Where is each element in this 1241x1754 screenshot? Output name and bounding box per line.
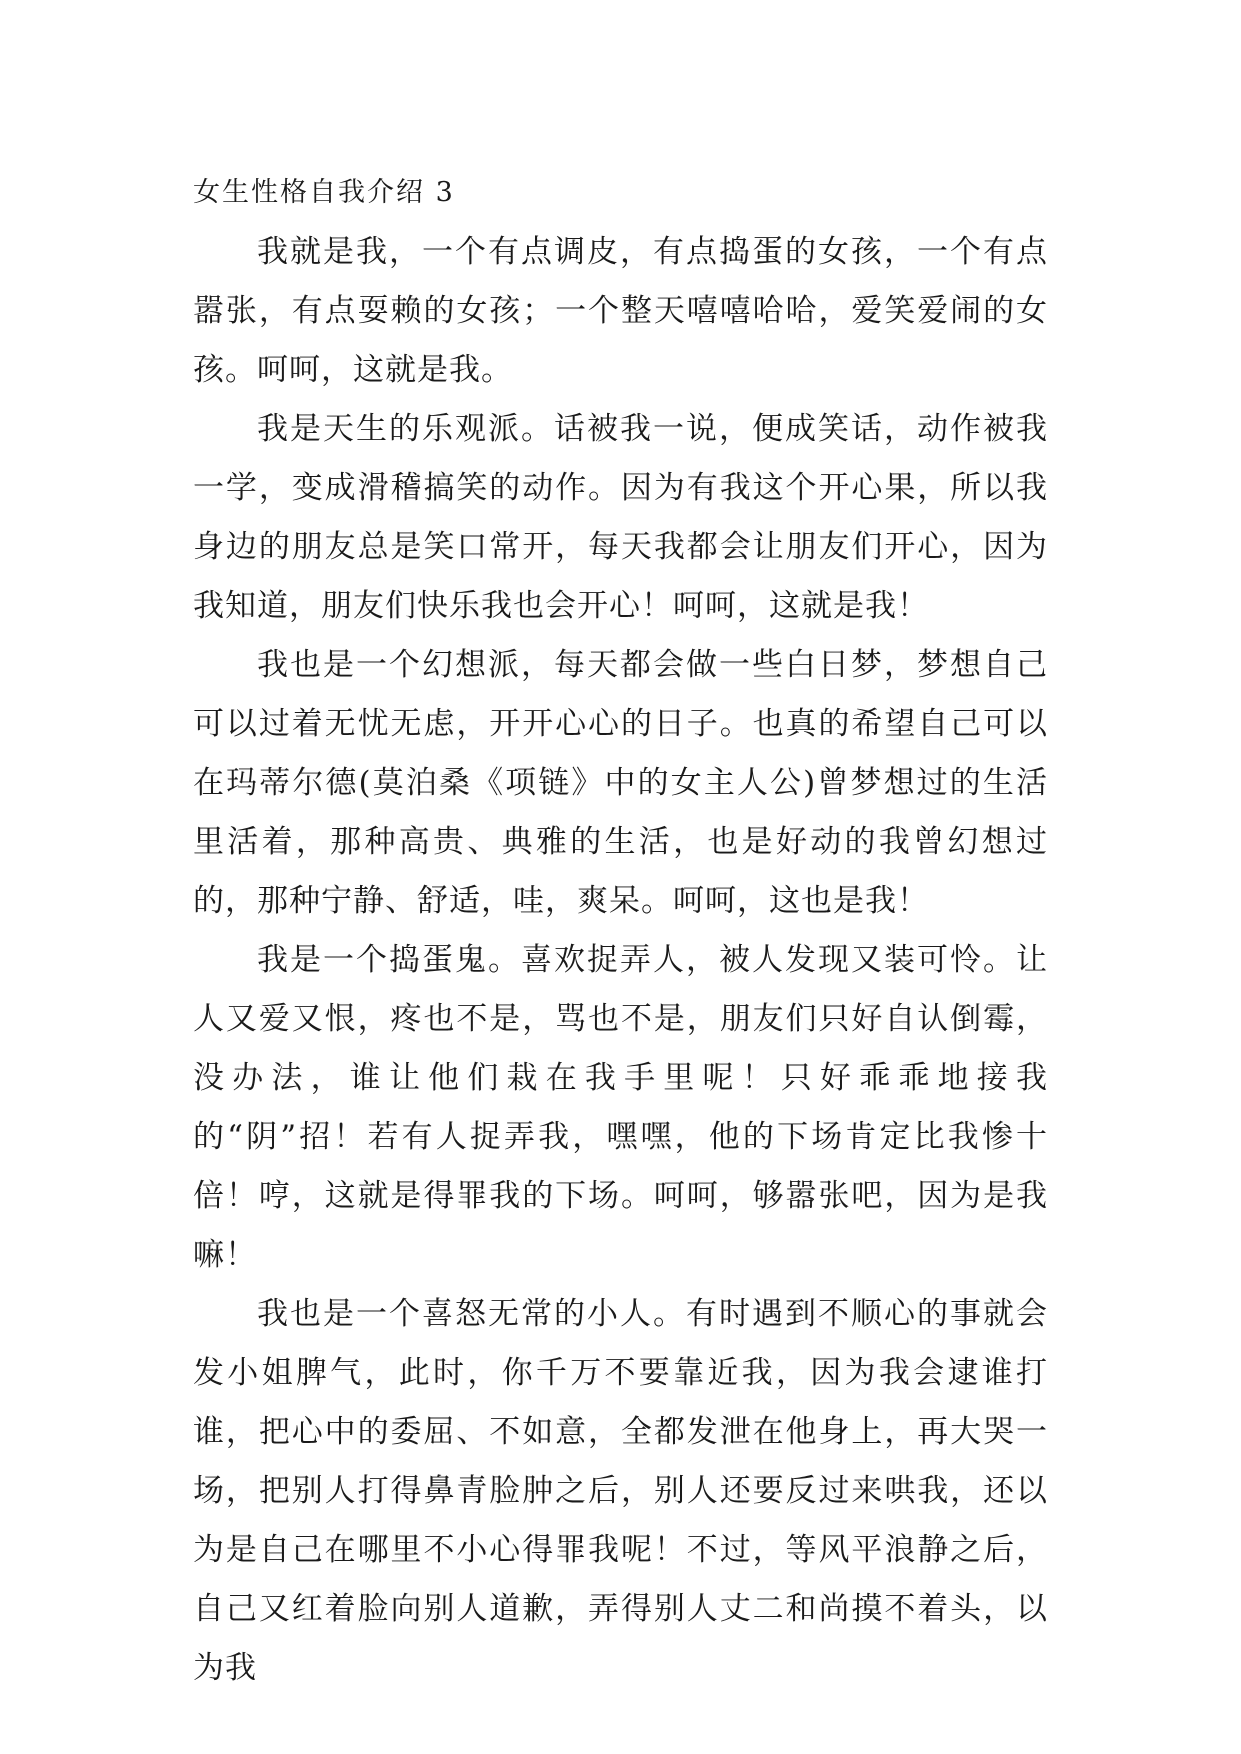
paragraph-1: 我就是我，一个有点调皮，有点捣蛋的女孩，一个有点嚣张，有点耍赖的女孩；一个整天嘻嘻哈哈，爱笑爱闹的女孩。呵呵，这就是我。 (193, 234, 1048, 388)
paragraph-3: 我也是一个幻想派，每天都会做一些白日梦，梦想自己可以过着无忧无虑，开开心心的日子。也真的希望自己可以在玛蒂尔德(莫泊桑《项链》中的女主人公)曾梦想过的生活里活着，那种高贵、典雅的生活，也是好动的我曾幻想过的，那种宁静、舒适，哇，爽呆。呵呵，这也是我！ (193, 647, 1048, 919)
paragraph-5: 我也是一个喜怒无常的小人。有时遇到不顺心的事就会发小姐脾气，此时，你千万不要靠近我，因为我会逮谁打谁，把心中的委屈、不如意，全都发泄在他身上，再大哭一场，把别人打得鼻青脸肿之后，别人还要反过来哄我，还以为是自己在哪里不小心得罪我呢！不过，等风平浪静之后，自己又红着脸向别人道歉，弄得别人丈二和尚摸不着头，以为我 (193, 1296, 1048, 1686)
document-body (193, 163, 1048, 1698)
document-title: 女生性格自我介绍 3 (193, 177, 455, 208)
paragraph-2: 我是天生的乐观派。话被我一说，便成笑话，动作被我一学，变成滑稽搞笑的动作。因为有我这个开心果，所以我身边的朋友总是笑口常开，每天我都会让朋友们开心，因为我知道，朋友们快乐我也会开心！呵呵，这就是我！ (193, 411, 1048, 624)
paragraph-4: 我是一个捣蛋鬼。喜欢捉弄人，被人发现又装可怜。让人又爱又恨，疼也不是，骂也不是，朋友们只好自认倒霉，没办法，谁让他们栽在我手里呢！只好乖乖地接我的“阴”招！若有人捉弄我，嘿嘿，他的下场肯定比我惨十倍！哼，这就是得罪我的下场。呵呵，够嚣张吧，因为是我嘛！ (193, 942, 1048, 1273)
